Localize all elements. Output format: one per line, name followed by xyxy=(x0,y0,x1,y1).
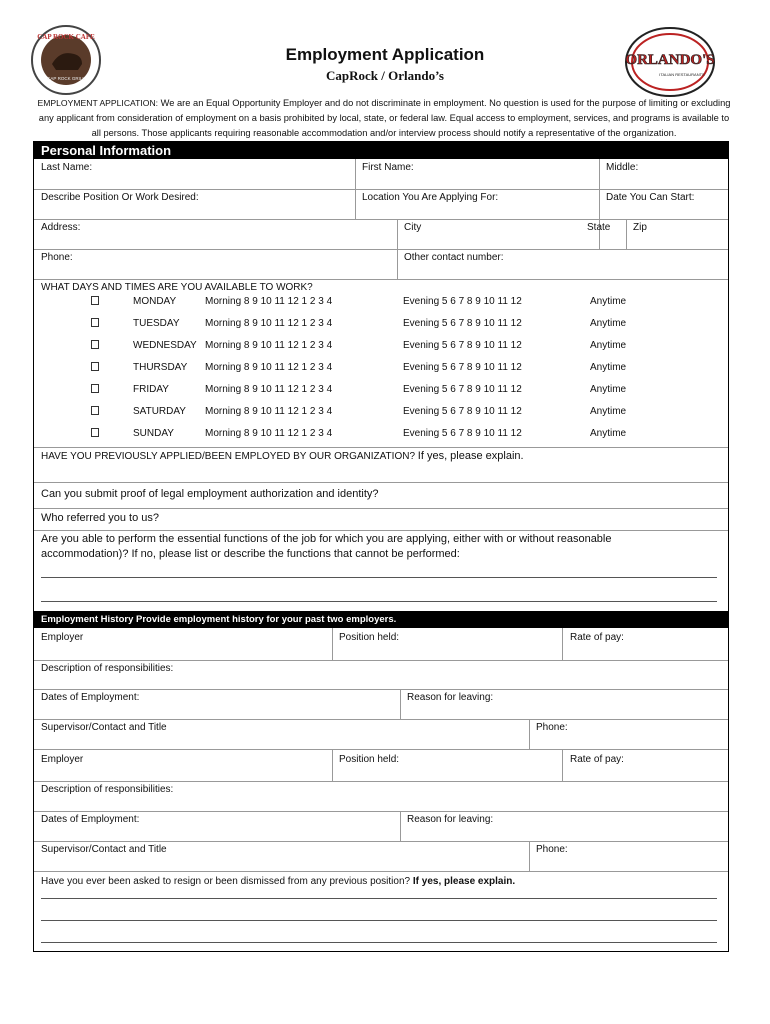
divider xyxy=(34,811,728,812)
anytime-option[interactable]: Anytime xyxy=(590,406,627,417)
employer-1-reason-field[interactable]: Reason for leaving: xyxy=(407,692,494,703)
answer-line[interactable] xyxy=(41,601,717,602)
day-label: THURSDAY xyxy=(133,362,188,373)
dismissed-question-tail: If yes, please explain. xyxy=(412,876,516,887)
morning-hours[interactable]: Morning 8 9 10 11 12 1 2 3 4 xyxy=(205,318,333,329)
personal-information-heading: Personal Information xyxy=(34,142,728,159)
day-label: FRIDAY xyxy=(133,384,169,395)
start-date-field[interactable]: Date You Can Start: xyxy=(606,192,695,203)
anytime-option[interactable]: Anytime xyxy=(590,428,627,439)
anytime-option[interactable]: Anytime xyxy=(590,384,627,395)
divider xyxy=(34,530,728,531)
answer-line[interactable] xyxy=(41,898,717,899)
notice-lead: EMPLOYMENT APPLICATION: xyxy=(37,98,159,108)
last-name-field[interactable]: Last Name: xyxy=(41,162,93,173)
employer-1-phone-field[interactable]: Phone: xyxy=(536,722,568,733)
morning-hours[interactable]: Morning 8 9 10 11 12 1 2 3 4 xyxy=(205,384,333,395)
employer-2-dates-field[interactable]: Dates of Employment: xyxy=(41,814,140,825)
anytime-option[interactable]: Anytime xyxy=(590,318,627,329)
employer-2-supervisor-field[interactable]: Supervisor/Contact and Title xyxy=(41,844,167,855)
day-checkbox[interactable] xyxy=(91,428,99,440)
divider xyxy=(332,628,333,660)
divider xyxy=(34,781,728,782)
employer-2-phone-field[interactable]: Phone: xyxy=(536,844,568,855)
answer-line[interactable] xyxy=(41,942,717,943)
svg-text:ITALIAN RESTAURANTS: ITALIAN RESTAURANTS xyxy=(659,72,705,77)
employer-2-field[interactable]: Employer xyxy=(41,754,84,765)
divider xyxy=(355,189,356,219)
evening-hours[interactable]: Evening 5 6 7 8 9 10 11 12 xyxy=(403,428,522,439)
employer-1-supervisor-field[interactable]: Supervisor/Contact and Title xyxy=(41,722,167,733)
essential-functions-question-line2: accommodation)? If no, please list or describe the functions that cannot be performed: xyxy=(41,548,460,560)
svg-text:CAP ROCK GRILL: CAP ROCK GRILL xyxy=(47,76,85,81)
anytime-option[interactable]: Anytime xyxy=(590,362,627,373)
day-checkbox[interactable] xyxy=(91,384,99,396)
morning-hours[interactable]: Morning 8 9 10 11 12 1 2 3 4 xyxy=(205,340,333,351)
divider xyxy=(355,159,356,189)
divider xyxy=(34,279,728,280)
essential-functions-question-line1: Are you able to perform the essential functions of the job for which you are applying, either with or without reasonable xyxy=(41,533,612,545)
employer-1-rate-field[interactable]: Rate of pay: xyxy=(570,632,624,643)
anytime-option[interactable]: Anytime xyxy=(590,340,627,351)
evening-hours[interactable]: Evening 5 6 7 8 9 10 11 12 xyxy=(403,362,522,373)
evening-hours[interactable]: Evening 5 6 7 8 9 10 11 12 xyxy=(403,296,522,307)
employer-2-rate-field[interactable]: Rate of pay: xyxy=(570,754,624,765)
day-checkbox[interactable] xyxy=(91,362,99,374)
divider xyxy=(332,749,333,781)
divider xyxy=(34,189,728,190)
divider xyxy=(34,871,728,872)
svg-text:ORLANDO'S: ORLANDO'S xyxy=(625,52,715,68)
availability-row-thursday xyxy=(34,362,728,384)
evening-hours[interactable]: Evening 5 6 7 8 9 10 11 12 xyxy=(403,406,522,417)
divider xyxy=(34,219,728,220)
evening-hours[interactable]: Evening 5 6 7 8 9 10 11 12 xyxy=(403,318,522,329)
divider xyxy=(599,159,600,249)
phone-field[interactable]: Phone: xyxy=(41,252,73,263)
divider xyxy=(34,719,728,720)
previously-employed-tail: If yes, please explain. xyxy=(417,450,524,462)
position-desired-field[interactable]: Describe Position Or Work Desired: xyxy=(41,192,199,203)
employer-1-description-field[interactable]: Description of responsibilities: xyxy=(41,663,174,674)
divider xyxy=(34,660,728,661)
divider xyxy=(626,219,627,249)
availability-row-tuesday xyxy=(34,318,728,340)
day-label: TUESDAY xyxy=(133,318,180,329)
employment-history-heading: Employment History Provide employment history for your past two employers. xyxy=(34,611,728,628)
middle-name-field[interactable]: Middle: xyxy=(606,162,639,173)
availability-row-wednesday xyxy=(34,340,728,362)
employer-1-field[interactable]: Employer xyxy=(41,632,84,643)
divider xyxy=(34,841,728,842)
answer-line[interactable] xyxy=(41,920,717,921)
notice-body: We are an Equal Opportunity Employer and do not discriminate in employment. No question is used for the purpose of limiting or excluding any applicant from consideration of employment on a basis prohibited by local, state, or federal law. Equal access to employment, services, and programs is available to all persons. Those applicants requiring reasonable accommodation and/or interview process should notify a representative of the organization. xyxy=(38,98,731,138)
availability-question: WHAT DAYS AND TIMES ARE YOU AVAILABLE TO WORK? xyxy=(41,282,313,293)
day-checkbox[interactable] xyxy=(91,340,99,352)
application-form xyxy=(33,141,729,952)
employer-2-reason-field[interactable]: Reason for leaving: xyxy=(407,814,494,825)
day-checkbox[interactable] xyxy=(91,296,99,308)
day-label: SATURDAY xyxy=(133,406,186,417)
day-label: WEDNESDAY xyxy=(133,340,197,351)
previously-employed-question[interactable] xyxy=(41,450,524,462)
zip-field[interactable]: Zip xyxy=(633,222,647,233)
page-title: Employment Application xyxy=(285,45,485,64)
divider xyxy=(400,811,401,841)
address-field[interactable]: Address: xyxy=(41,222,81,233)
dismissed-question[interactable] xyxy=(41,876,515,887)
divider xyxy=(562,628,563,660)
dismissed-question-text: Have you ever been asked to resign or been dismissed from any previous position? xyxy=(41,876,411,887)
legal-authorization-question[interactable]: Can you submit proof of legal employment authorization and identity? xyxy=(41,488,379,500)
day-checkbox[interactable] xyxy=(91,406,99,418)
location-field[interactable]: Location You Are Applying For: xyxy=(362,192,499,203)
morning-hours[interactable]: Morning 8 9 10 11 12 1 2 3 4 xyxy=(205,428,333,439)
previously-employed-caps: HAVE YOU PREVIOUSLY APPLIED/BEEN EMPLOYED BY OUR ORGANIZATION? xyxy=(41,451,415,462)
availability-row-monday xyxy=(34,296,728,318)
city-field[interactable]: City xyxy=(404,222,422,233)
divider xyxy=(562,749,563,781)
divider xyxy=(34,482,728,483)
evening-hours[interactable]: Evening 5 6 7 8 9 10 11 12 xyxy=(403,384,522,395)
day-checkbox[interactable] xyxy=(91,318,99,330)
divider xyxy=(34,689,728,690)
other-contact-field[interactable]: Other contact number: xyxy=(404,252,504,263)
divider xyxy=(400,689,401,719)
employer-1-position-field[interactable]: Position held: xyxy=(339,632,400,643)
referred-by-question[interactable]: Who referred you to us? xyxy=(41,512,160,524)
first-name-field[interactable]: First Name: xyxy=(362,162,414,173)
divider xyxy=(34,447,728,448)
eeo-notice xyxy=(34,96,734,141)
evening-hours[interactable]: Evening 5 6 7 8 9 10 11 12 xyxy=(403,340,522,351)
state-field[interactable]: State xyxy=(587,222,611,233)
morning-hours[interactable]: Morning 8 9 10 11 12 1 2 3 4 xyxy=(205,296,333,307)
divider xyxy=(34,249,728,250)
morning-hours[interactable]: Morning 8 9 10 11 12 1 2 3 4 xyxy=(205,406,333,417)
page-subtitle: CapRock / Orlando’s xyxy=(326,68,444,83)
divider xyxy=(34,508,728,509)
divider xyxy=(529,841,530,871)
availability-row-saturday xyxy=(34,406,728,428)
morning-hours[interactable]: Morning 8 9 10 11 12 1 2 3 4 xyxy=(205,362,333,373)
day-label: SUNDAY xyxy=(133,428,174,439)
svg-text:CAP ROCK CAFE: CAP ROCK CAFE xyxy=(37,33,95,41)
employer-2-position-field[interactable]: Position held: xyxy=(339,754,400,765)
divider xyxy=(34,749,728,750)
employer-2-description-field[interactable]: Description of responsibilities: xyxy=(41,784,174,795)
answer-line[interactable] xyxy=(41,577,717,578)
employer-1-dates-field[interactable]: Dates of Employment: xyxy=(41,692,140,703)
day-label: MONDAY xyxy=(133,296,177,307)
availability-row-friday xyxy=(34,384,728,406)
anytime-option[interactable]: Anytime xyxy=(590,296,627,307)
divider xyxy=(529,719,530,749)
